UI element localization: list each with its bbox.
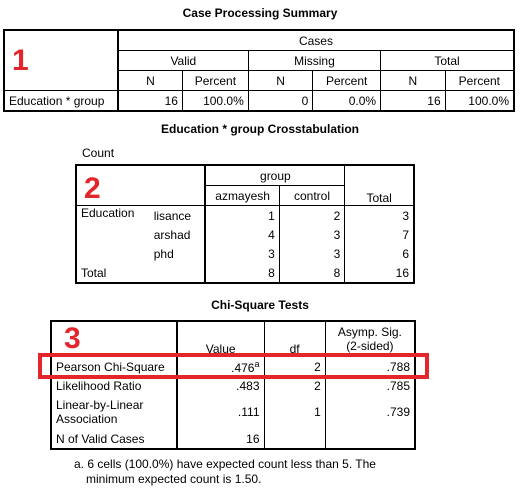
cell-value: 16 (381, 91, 446, 112)
valid-header: Valid (118, 51, 248, 71)
footnote-line2: minimum expected count is 1.50. (86, 472, 262, 486)
n-valid-sig (325, 429, 415, 449)
likelihood-value: .483 (177, 376, 264, 395)
subcol-percent: Percent (445, 71, 514, 91)
cell-value: 8 (205, 263, 279, 283)
cell-value: 3 (345, 206, 414, 226)
chi-square-table (50, 320, 416, 450)
n-valid-df (264, 429, 325, 449)
row-n-valid-label: N of Valid Cases (51, 429, 177, 449)
pearson-value-number: .476 (231, 360, 255, 375)
crosstab-title: Education * group Crosstabulation (160, 122, 359, 136)
case-processing-title: Case Processing Summary (182, 6, 338, 20)
likelihood-sig: .785 (325, 376, 415, 395)
linear-value: .111 (177, 395, 264, 429)
cell-value: 0 (248, 91, 313, 112)
footnote (74, 457, 376, 487)
row-pearson-label: Pearson Chi-Square (51, 357, 177, 377)
df-header: df (264, 321, 325, 357)
missing-header: Missing (248, 51, 380, 71)
cases-header: Cases (118, 30, 514, 51)
total-col-header: Total (345, 165, 414, 206)
footnote-line1: a. 6 cells (100.0%) have expected count less than 5. The (74, 457, 376, 471)
row-label-phd: phd (150, 244, 206, 263)
subcol-percent: Percent (182, 71, 248, 91)
cell-value: 16 (345, 263, 414, 283)
cell-value: 4 (205, 225, 279, 244)
cell-value: 100.0% (182, 91, 248, 112)
cell-value: 8 (279, 263, 345, 283)
chi-square-title: Chi-Square Tests (211, 298, 309, 312)
cell-value: 6 (345, 244, 414, 263)
marker-3: 3 (64, 322, 81, 355)
pearson-df: 2 (264, 357, 325, 377)
group-header: group (205, 165, 344, 186)
pearson-sig: .788 (325, 357, 415, 377)
sig-header-line2: (2-sided) (346, 339, 394, 353)
subcol-n: N (248, 71, 313, 91)
col-control: control (279, 186, 345, 206)
cell-value: 2 (279, 206, 345, 226)
count-label: Count (82, 146, 115, 160)
sig-header-line1: Asymp. Sig. (337, 325, 402, 339)
row-label-arshad: arshad (150, 225, 206, 244)
marker-2: 2 (84, 172, 101, 205)
cell-value: 16 (118, 91, 183, 112)
n-valid-value: 16 (177, 429, 264, 449)
sig-header (325, 321, 415, 357)
cell-value: 0.0% (313, 91, 381, 112)
cell-value: 3 (279, 225, 345, 244)
footnote-marker: a (254, 358, 260, 369)
row-label-lisance: lisance (150, 206, 206, 226)
cell-value: 3 (205, 244, 279, 263)
crosstab-table (75, 164, 415, 284)
row-label: Education * group (4, 91, 118, 112)
cell-value: 3 (279, 244, 345, 263)
linear-label-line2: Association (56, 412, 118, 426)
case-processing-table (3, 29, 515, 112)
linear-sig: .739 (325, 395, 415, 429)
subcol-n: N (381, 71, 446, 91)
subcol-percent: Percent (313, 71, 381, 91)
row-linear-label (51, 395, 177, 429)
pearson-highlight-box (38, 353, 429, 379)
cell-value: 1 (205, 206, 279, 226)
total-header: Total (381, 51, 514, 71)
cell-value: 7 (345, 225, 414, 244)
marker-1: 1 (12, 44, 29, 77)
value-header: Value (177, 321, 264, 357)
row-var-education: Education (76, 206, 150, 264)
cell-value: 100.0% (445, 91, 514, 112)
linear-label-line1: Linear-by-Linear (56, 398, 144, 412)
linear-df: 1 (264, 395, 325, 429)
col-azmayesh: azmayesh (205, 186, 279, 206)
total-row-label: Total (76, 263, 205, 283)
likelihood-df: 2 (264, 376, 325, 395)
row-likelihood-label: Likelihood Ratio (51, 376, 177, 395)
subcol-n: N (118, 71, 183, 91)
